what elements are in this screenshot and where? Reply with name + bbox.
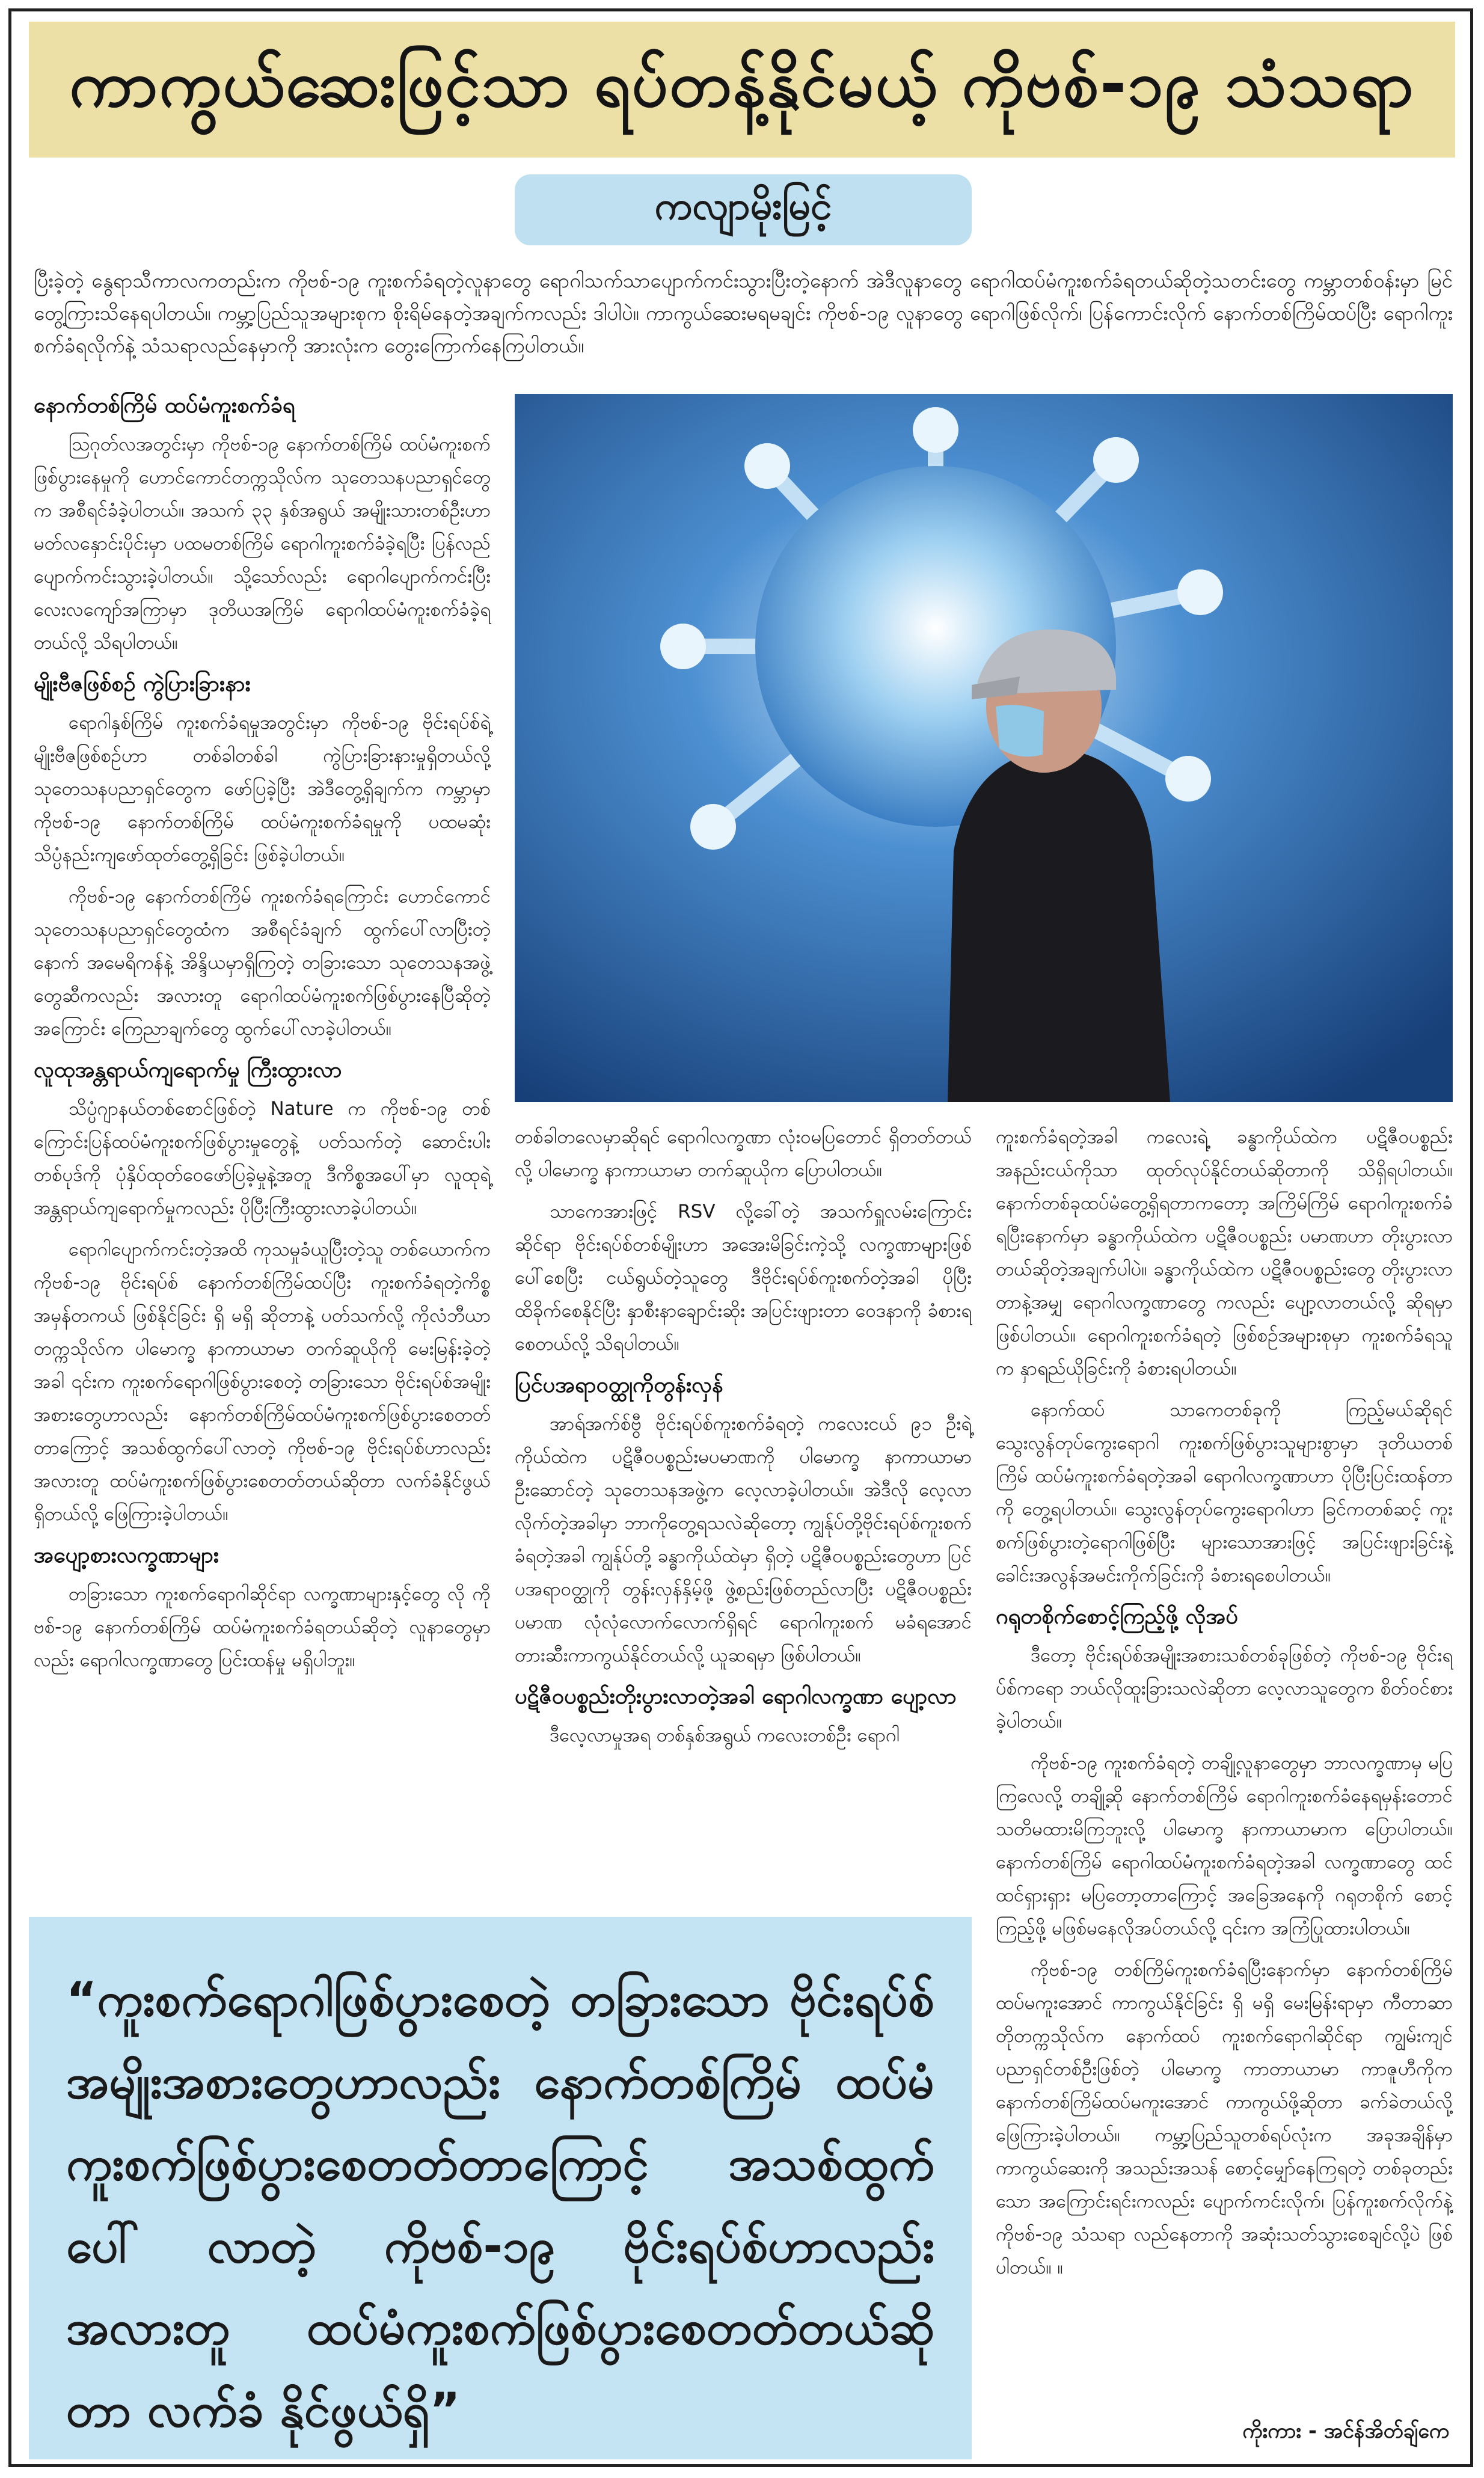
column-1 bbox=[34, 385, 491, 1685]
paragraph: ကိုဗစ်-၁၉ ကူးစက်ခံရတဲ့ တချို့လူနာတွေမှာ ဘာလက္ခဏာမှ မပြကြလေလို့ တချို့ဆို နောက်တစ်ကြိမ် ရောဂါကူးစက်ခံနေရမှန်းတောင် သတိမထားမိကြဘူးလို့ ပါမောက္ခ နာကာယာမာက ပြောပါတယ်။ နောက်တစ်ကြိမ် ရောဂါထပ်မံကူးစက်ခံရတဲ့အခါ လက္ခဏာတွေ ထင်ထင်ရှားရှား မပြတော့တာကြောင့် အခြေအနေကို ဂရုတစိုက် စောင့်ကြည့်ဖို့ မဖြစ်မနေလိုအပ်တယ်လို့ ၎င်းက အကြံပြုထားပါတယ်။ bbox=[996, 1752, 1453, 1939]
source-credit: ကိုးကား - အင်န်အိတ်ချ်ကေ bbox=[1242, 2419, 1449, 2443]
subheading: ဂရုတစိုက်စောင့်ကြည့်ဖို့ လိုအပ် bbox=[996, 1604, 1238, 1629]
paragraph: ကိုဗစ်-၁၉ တစ်ကြိမ်ကူးစက်ခံရပြီးနောက်မှာ နောက်တစ်ကြိမ်ထပ်မကူးအောင် ကာကွယ်နိုင်ခြင်း ရှိ မရှိ မေးမြန်းရာမှာ ကီတာဆာတိုတက္ကသိုလ်က နောက်ထပ် ကူးစက်ရောဂါဆိုင်ရာ ကျွမ်းကျင်ပညာရှင်တစ်ဦးဖြစ်တဲ့ ပါမောက္ခ ကာတာယာမာ ကာဇူဟီကိုက နောက်တစ်ကြိမ်ထပ်မကူးအောင် ကာကွယ်ဖို့ဆိုတာ ခက်ခဲတယ်လို့ ဖြေကြားခဲ့ပါတယ်။ ကမ္ဘာ့ပြည်သူတစ်ရပ်လုံးက အခုအချိန်မှာ ကာကွယ်ဆေးကို အသည်းအသန် စောင့်မျှော်နေကြရတဲ့ တစ်ခုတည်းသော အကြောင်းရင်းကလည်း ပျောက်ကင်းလိုက်၊ ပြန်ကူးစက်လိုက်နဲ့ ကိုဗစ်-၁၉ သံသရာ လည်နေတာကို အဆုံးသတ်သွားစေချင်လို့ပဲ ဖြစ်ပါတယ်။ ။ bbox=[996, 1959, 1453, 2278]
paragraph: ဩဂုတ်လအတွင်းမှာ ကိုဗစ်-၁၉ နောက်တစ်ကြိမ် ထပ်မံကူးစက်ဖြစ်ပွားနေမှုကို ဟောင်ကောင်တက္ကသိုလ်က သုတေသနပညာရှင်တွေက အစီရင်ခံခဲ့ပါတယ်။ အသက် ၃၃ နှစ်အရွယ် အမျိုးသားတစ်ဦးဟာ မတ်လနှောင်းပိုင်းမှာ ပထမတစ်ကြိမ် ရောဂါကူးစက်ခံခဲ့ရပြီး ပြန်လည်ပျောက်ကင်းသွားခဲ့ပါတယ်။ သို့သော်လည်း ရောဂါပျောက်ကင်းပြီး လေးလကျော်အကြာမှာ ဒုတိယအကြိမ် ရောဂါထပ်မံကူးစက်ခံခဲ့ရတယ်လို့ သိရပါတယ်။ bbox=[34, 434, 491, 654]
headline: ကာကွယ်ဆေးဖြင့်သာ ရပ်တန့်နိုင်မယ့် ကိုဗစ်-၁၉ သံသရာ bbox=[69, 46, 1415, 121]
subheading: ပဋိဇီဝပစ္စည်းတိုးပွားလာတဲ့အခါ ရောဂါလက္ခဏာ ပျော့လာ bbox=[515, 1684, 957, 1709]
column-3 bbox=[996, 1121, 1453, 2293]
subheading: အပျော့စားလက္ခဏာများ bbox=[34, 1543, 219, 1568]
subheading: မျိုးဗီဇဖြစ်စဉ် ကွဲပြားခြားနား bbox=[34, 672, 251, 696]
headline-band bbox=[29, 22, 1455, 158]
author-byline: ကလျာမိုးမြင့် bbox=[515, 174, 972, 245]
pull-quote: “ကူးစက်ရောဂါဖြစ်ပွားစေတဲ့ တခြားသော ဗိုင်းရပ်စ် အမျိုးအစားတွေဟာလည်း နောက်တစ်ကြိမ် ထပ်မံ ကူးစက်ဖြစ်ပွားစေတတ်တာကြောင့် အသစ်ထွက်ပေါ် လာတဲ့ ကိုဗစ်-၁၉ ဗိုင်းရပ်စ်ဟာလည်း အလားတူ ထပ်မံကူးစက်ဖြစ်ပွားစေတတ်တယ်ဆိုတာ လက်ခံ နိုင်ဖွယ်ရှိ” bbox=[29, 1917, 972, 2459]
paragraph: တခြားသော ကူးစက်ရောဂါဆိုင်ရာ လက္ခဏာများနှင့်တွေ လို ကိုဗစ်-၁၉ နောက်တစ်ကြိမ် ထပ်မံကူးစက်ခံရတယ်ဆိုတဲ့ လူနာတွေမှာလည်း ရောဂါလက္ခဏာတွေ ပြင်းထန်မှု မရှိပါဘူး။ bbox=[34, 1583, 491, 1671]
virus-photo bbox=[515, 394, 1453, 1102]
paragraph: အာရ်အက်စ်ဗွီ ဗိုင်းရပ်စ်ကူးစက်ခံရတဲ့ ကလေးငယ် ၉၁ ဦးရဲ့ကိုယ်ထဲက ပဋိဇီဝပစ္စည်းမပမာဏကို ပါမောက္ခ နာကာယာမာ ဦးဆောင်တဲ့ သုတေသနအဖွဲ့က လေ့လာခဲ့ပါတယ်။ အဲဒီလို လေ့လာလိုက်တဲ့အခါမှာ ဘာကိုတွေ့ရသလဲဆိုတော့ ကျွန်ုပ်တို့ဗိုင်းရပ်စ်ကူးစက်ခံရတဲ့အခါ ကျွန်ုပ်တို့ ခန္ဓာကိုယ်ထဲမှာ ရှိတဲ့ ပဋိဇီဝပစ္စည်းတွေဟာ ပြင်ပအရာဝတ္ထုကို တွန်းလှန်နှိမ့်ဖို့ ဖွဲ့စည်းဖြစ်တည်လာပြီး ပဋိဇီဝပစ္စည်းပမာဏ လုံလုံလောက်လောက်ရှိရင် ရောဂါကူးစက် မခံရအောင် တားဆီးကာကွယ်နိုင်တယ်လို့ ယူဆရမှာ ဖြစ်ပါတယ်။ bbox=[515, 1413, 972, 1666]
virus-illustration bbox=[515, 394, 1453, 1102]
column-2 bbox=[515, 1121, 972, 1761]
paragraph: ရောဂါနှစ်ကြိမ် ကူးစက်ခံရမှုအတွင်းမှာ ကိုဗစ်-၁၉ ဗိုင်းရပ်စ်ရဲ့ မျိုးဗီဇဖြစ်စဉ်ဟာ တစ်ခါတစ်ခါ ကွဲပြားခြားနားမှုရှိတယ်လို့ သုတေသနပညာရှင်တွေက ဖော်ပြခဲ့ပြီး အဲဒီတွေ့ရှိချက်က ကမ္ဘာမှာ ကိုဗစ်-၁၉ နောက်တစ်ကြိမ် ထပ်မံကူးစက်ခံရမှုကို ပထမဆုံး သိပ္ပံနည်းကျဖော်ထုတ်တွေ့ရှိခြင်း ဖြစ်ခဲ့ပါတယ်။ bbox=[34, 712, 491, 866]
paragraph: တစ်ခါတလေမှာဆိုရင် ရောဂါလက္ခဏာ လုံးဝမပြတောင် ရှိတတ်တယ်လို့ ပါမောက္ခ နာကာယာမာ တက်ဆူယိုက ပြောပါတယ်။ bbox=[515, 1126, 972, 1181]
paragraph: ကူးစက်ခံရတဲ့အခါ ကလေးရဲ့ ခန္ဓာကိုယ်ထဲက ပဋိဇီဝပစ္စည်း အနည်းငယ်ကိုသာ ထုတ်လုပ်နိုင်တယ်ဆိုတာကို သိရှိရပါတယ်။ နောက်တစ်ခုထပ်မံတွေ့ရှိရတာကတော့ အကြိမ်ကြိမ် ရောဂါကူးစက်ခံရပြီးနောက်မှာ ခန္ဓာကိုယ်ထဲက ပဋိဇီဝပစ္စည်း ပမာဏဟာ တိုးပွားလာတယ်ဆိုတဲ့အချက်ပါပဲ။ ခန္ဓာကိုယ်ထဲက ပဋိဇီဝပစ္စည်းတွေ တိုးပွားလာတာနဲ့အမျှ ရောဂါလက္ခဏာတွေ ကလည်း ပျော့လာတယ်လို့ ဆိုရမှာဖြစ်ပါတယ်။ ရောဂါကူးစက်ခံရတဲ့ ဖြစ်စဉ်အများစုမှာ ကူးစက်ခံရသူက နှာရည်ယိုခြင်းကို ခံစားရပါတယ်။ bbox=[996, 1126, 1453, 1379]
coat bbox=[948, 749, 1170, 1102]
paragraph: သိပ္ပံဂျာနယ်တစ်စောင်ဖြစ်တဲ့ Nature က ကိုဗစ်-၁၉ တစ်ကြောင်းပြန်ထပ်မံကူးစက်ဖြစ်ပွားမှုတွေနဲ့ ပတ်သက်တဲ့ ဆောင်းပါးတစ်ပုဒ်ကို ပုံနှိပ်ထုတ်ဝေဖော်ပြခဲ့မှုနဲ့အတူ ဒီကိစ္စအပေါ်မှာ လူထုရဲ့အန္တရာယ်ကျရောက်မှုကလည်း ပိုပြီးကြီးထွားလာခဲ့ပါတယ်။ bbox=[34, 1098, 491, 1219]
paragraph: ကိုဗစ်-၁၉ နောက်တစ်ကြိမ် ကူးစက်ခံရကြောင်း ဟောင်ကောင်သုတေသနပညာရှင်တွေထံက အစီရင်ခံချက် ထွက်ပေါ်လာပြီးတဲ့နောက် အမေရိကန်နဲ့ အိန္ဒိယမှာရှိကြတဲ့ တခြားသော သုတေသနအဖွဲ့တွေဆီကလည်း အလားတူ ရောဂါထပ်မံကူးစက်ဖြစ်ပွားနေပြီဆိုတဲ့အကြောင်း ကြေညာချက်တွေ ထွက်ပေါ်လာခဲ့ပါတယ်။ bbox=[34, 886, 491, 1040]
paragraph: ဒီတော့ ဗိုင်းရပ်စ်အမျိုးအစားသစ်တစ်ခုဖြစ်တဲ့ ကိုဗစ်-၁၉ ဗိုင်းရပ်စ်ကရော ဘယ်လိုထူးခြားသလဲဆိုတာ လေ့လာသူတွေက စိတ်ဝင်စားခဲ့ပါတယ်။ bbox=[996, 1645, 1453, 1732]
subheading: လူထုအန္တရာယ်ကျရောက်မှု ကြီးထွားလာ bbox=[34, 1058, 342, 1082]
paragraph: ရောဂါပျောက်ကင်းတဲ့အထိ ကုသမှုခံယူပြီးတဲ့သူ တစ်ယောက်က ကိုဗစ်-၁၉ ဗိုင်းရပ်စ် နောက်တစ်ကြိမ်ထပ်ပြီး ကူးစက်ခံရတဲ့ကိစ္စ အမှန်တကယ် ဖြစ်နိုင်ခြင်း ရှိ မရှိ ဆိုတာနဲ့ ပတ်သက်လို့ ကိုလံဘီယာတက္ကသိုလ်က ပါမောက္ခ နာကာယာမာ တက်ဆူယိုကို မေးမြန်းခဲ့တဲ့အခါ ၎င်းက ကူးစက်ရောဂါဖြစ်ပွားစေတဲ့ တခြားသော ဗိုင်းရပ်စ်အမျိုးအစားတွေဟာလည်း နောက်တစ်ကြိမ်ထပ်မံကူးစက်ဖြစ်ပွားစေတတ်တာကြောင့် အသစ်ထွက်ပေါ်လာတဲ့ ကိုဗစ်-၁၉ ဗိုင်းရပ်စ်ဟာလည်း အလားတူ ထပ်မံကူးစက်ဖြစ်ပွားစေတတ်တယ်ဆိုတာ လက်ခံနိုင်ဖွယ်ရှိတယ်လို့ ဖြေကြားခဲ့ပါတယ်။ bbox=[34, 1239, 491, 1525]
face-mask bbox=[996, 705, 1044, 756]
paragraph: သာကေအားဖြင့် RSV လို့ခေါ်တဲ့ အသက်ရှူလမ်းကြောင်းဆိုင်ရာ ဗိုင်းရပ်စ်တစ်မျိုးဟာ အအေးမိခြင်းကဲ့သို့ လက္ခဏာများဖြစ်ပေါ်စေပြီး ငယ်ရွယ်တဲ့သူတွေ ဒီဗိုင်းရပ်စ်ကူးစက်တဲ့အခါ ပိုပြီး ထိခိုက်စေနိုင်ပြီး နှာစီးနာချောင်းဆိုး အပြင်းဖျားတာ ဝေဒနာကို ခံစားရစေတယ်လို့ သိရပါတယ်။ bbox=[515, 1201, 972, 1355]
paragraph: ဒီလေ့လာမှုအရ တစ်နှစ်အရွယ် ကလေးတစ်ဦး ရောဂါ bbox=[550, 1725, 900, 1746]
paragraph: နောက်ထပ် သာကေတစ်ခုကို ကြည့်မယ်ဆိုရင် သွေးလွန်တုပ်ကွေးရောဂါ ကူးစက်ဖြစ်ပွားသူများစွာမှာ ဒုတိယတစ်ကြိမ် ထပ်မံကူးစက်ခံရတဲ့အခါ ရောဂါလက္ခဏာဟာ ပိုပြီးပြင်းထန်တာကို တွေ့ရပါတယ်။ သွေးလွန်တုပ်ကွေးရောဂါဟာ ခြင်ကတစ်ဆင့် ကူးစက်ဖြစ်ပွားတဲ့ရောဂါဖြစ်ပြီး များသောအားဖြင့် အပြင်းဖျားခြင်းနဲ့ ခေါင်းအလွန်အမင်းကိုက်ခြင်းကို ခံစားရစေပါတယ်။ bbox=[996, 1399, 1453, 1586]
subheading: ပြင်ပအရာဝတ္ထုကိုတွန်းလှန် bbox=[515, 1373, 723, 1397]
lede-paragraph: ပြီးခဲ့တဲ့ နွေရာသီကာလကတည်းက ကိုဗစ်-၁၉ ကူးစက်ခံရတဲ့လူနာတွေ ရောဂါသက်သာပျောက်ကင်းသွားပြီးတဲ့နောက် အဲဒီလူနာတွေ ရောဂါထပ်မံကူးစက်ခံရတယ်ဆိုတဲ့သတင်းတွေ ကမ္ဘာတစ်ဝန်းမှာ မြင်တွေ့ကြားသိနေရပါတယ်။ ကမ္ဘာ့ပြည်သူအများစုက စိုးရိမ်နေတဲ့အချက်ကလည်း ဒါပါပဲ။ ကာကွယ်ဆေးမရမချင်း ကိုဗစ်-၁၉ လူနာတွေ ရောဂါဖြစ်လိုက်၊ ပြန်ကောင်းလိုက် နောက်တစ်ကြိမ်ထပ်ပြီး ရောဂါကူးစက်ခံရလိုက်နဲ့ သံသရာလည်နေမှာကို အားလုံးက တွေးကြောက်နေကြပါတယ်။ bbox=[34, 269, 1453, 357]
subheading: နောက်တစ်ကြိမ် ထပ်မံကူးစက်ခံရ bbox=[34, 393, 295, 418]
